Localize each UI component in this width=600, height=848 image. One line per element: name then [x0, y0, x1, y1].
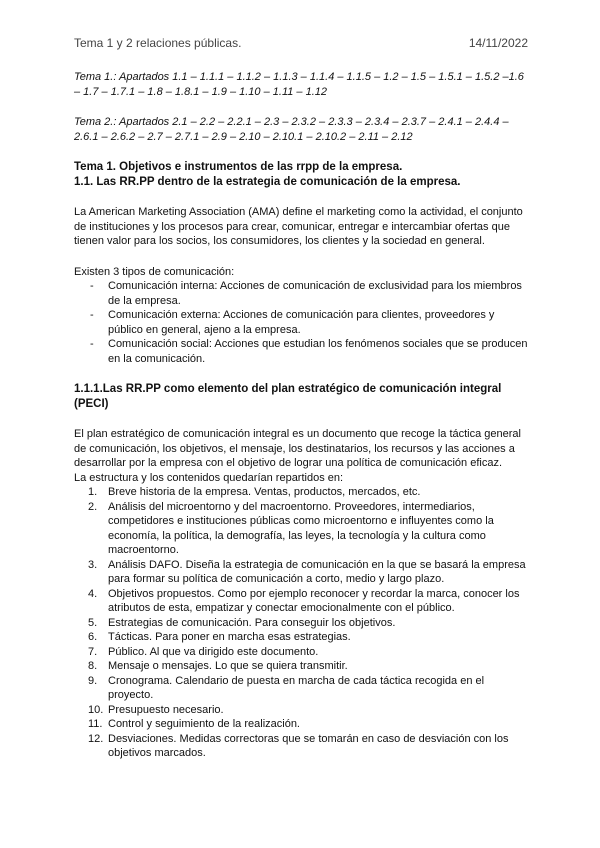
list-text: Control y seguimiento de la realización. — [108, 718, 300, 730]
list-number: 2. — [88, 500, 98, 513]
list-number: 1. — [88, 486, 98, 498]
estructura-list — [74, 485, 530, 761]
list-text: Análisis del microentorno y del macroentorno. Proveedores, intermediarios, competidores e instituciones públicas como microentorno e influyentes como la economía, la política, la demografía, las leyes, la tecnología y la cultura como macroentorno. — [108, 500, 494, 556]
list-number: 3. — [88, 558, 98, 571]
paragraph-ama: La American Marketing Association (AMA) define el marketing como la actividad, el conjunto de instituciones y los procesos para crear, comunicar, entregar e intercambiar ofertas que tienen valor para los socios, los consumidores, los clientes y la sociedad en general. — [74, 206, 523, 247]
section-heading-1-1-1: 1.1.1.Las RR.PP como elemento del plan estratégico de comunicación integral (PECI) — [74, 383, 502, 410]
list-number: 12. — [88, 732, 104, 745]
tipos-list — [74, 279, 530, 366]
list-text: Objetivos propuestos. Como por ejemplo reconocer y recordar la marca, conocer los atributos de esta, empatizar y conectar emocionalmente con el público. — [108, 587, 520, 614]
list-number: 11. — [88, 718, 103, 730]
list-item — [74, 645, 530, 660]
document-body — [74, 70, 530, 761]
list-item — [74, 630, 530, 645]
list-item — [74, 587, 530, 616]
list-item — [74, 500, 530, 558]
list-text: Cronograma. Calendario de puesta en marcha de cada táctica recogida en el proyecto. — [108, 674, 485, 701]
list-number: 5. — [88, 616, 98, 629]
list-item: - Comunicación externa: Acciones de comunicación para clientes, proveedores y público en general, ajeno a la empresa. — [74, 308, 530, 337]
list-number: 6. — [88, 631, 98, 643]
list-text: Mensaje o mensajes. Lo que se quiera transmitir. — [108, 660, 348, 672]
list-text: Tácticas. Para poner en marcha esas estrategias. — [108, 631, 351, 643]
list-item — [74, 558, 530, 587]
list-text: Presupuesto necesario. — [108, 703, 224, 716]
paragraph-peci: El plan estratégico de comunicación integral es un documento que recoge la táctica general de comunicación, los objetivos, el mensaje, los destinatarios, los recursos y las acciones a desarrollar por la empresa con el objetivo de lograr una política de comunicación eficaz. — [74, 428, 521, 469]
list-number: 10. — [88, 703, 104, 716]
list-item: - Comunicación interna: Acciones de comunicación de exclusividad para los miembros de la empresa. — [74, 279, 530, 308]
estructura-intro: La estructura y los contenidos quedarían repartidos en: — [74, 471, 344, 484]
tema1-apartados: Tema 1.: Apartados 1.1 – 1.1.1 – 1.1.2 – 1.1.3 – 1.1.4 – 1.1.5 – 1.2 – 1.5 – 1.5.1 – 1.5.2 –1.6 – 1.7 – 1.7.1 – 1.8 – 1.8.1 – 1.9 – 1.10 – 1.11 – 1.12 — [74, 71, 524, 98]
section-heading-tema1: Tema 1. Objetivos e instrumentos de las rrpp de la empresa. — [74, 161, 403, 173]
header-date: 14/11/2022 — [468, 36, 528, 50]
tema2-apartados: Tema 2.: Apartados 2.1 – 2.2 – 2.2.1 – 2.3 – 2.3.2 – 2.3.3 – 2.3.4 – 2.3.7 – 2.4.1 – 2.4.4 – 2.6.1 – 2.6.2 – 2.7 – 2.7.1 – 2.9 – 2.10 – 2.10.1 – 2.10.2 – 2.11 – 2.12 — [74, 116, 509, 143]
list-number: 9. — [88, 674, 98, 687]
list-item — [74, 485, 530, 500]
list-text: Breve historia de la empresa. Ventas, productos, mercados, etc. — [108, 486, 421, 498]
header-title: Tema 1 y 2 relaciones públicas. — [74, 36, 242, 50]
list-item — [74, 659, 530, 674]
list-number: 7. — [88, 645, 98, 658]
list-text: Público. Al que va dirigido este documento. — [108, 645, 319, 658]
list-text: Estrategias de comunicación. Para conseguir los objetivos. — [108, 616, 396, 629]
list-number: 4. — [88, 587, 98, 600]
list-item — [74, 674, 530, 703]
list-item: - Comunicación social: Acciones que estudian los fenómenos sociales que se producen en la comunicación. — [74, 337, 530, 366]
list-text: Desviaciones. Medidas correctoras que se tomarán en caso de desviación con los objetivos marcados. — [108, 732, 509, 759]
tipos-intro: Existen 3 tipos de comunicación: — [74, 265, 235, 278]
list-item — [74, 703, 530, 718]
section-heading-1-1: 1.1. Las RR.PP dentro de la estrategia de comunicación de la empresa. — [74, 175, 461, 188]
list-text: Análisis DAFO. Diseña la estrategia de comunicación en la que se basará la empresa para formar su política de comunicación a corto, medio y largo plazo. — [108, 558, 526, 585]
list-number: 8. — [88, 660, 98, 672]
list-item — [74, 732, 530, 761]
list-item — [74, 616, 530, 631]
list-item — [74, 717, 530, 732]
